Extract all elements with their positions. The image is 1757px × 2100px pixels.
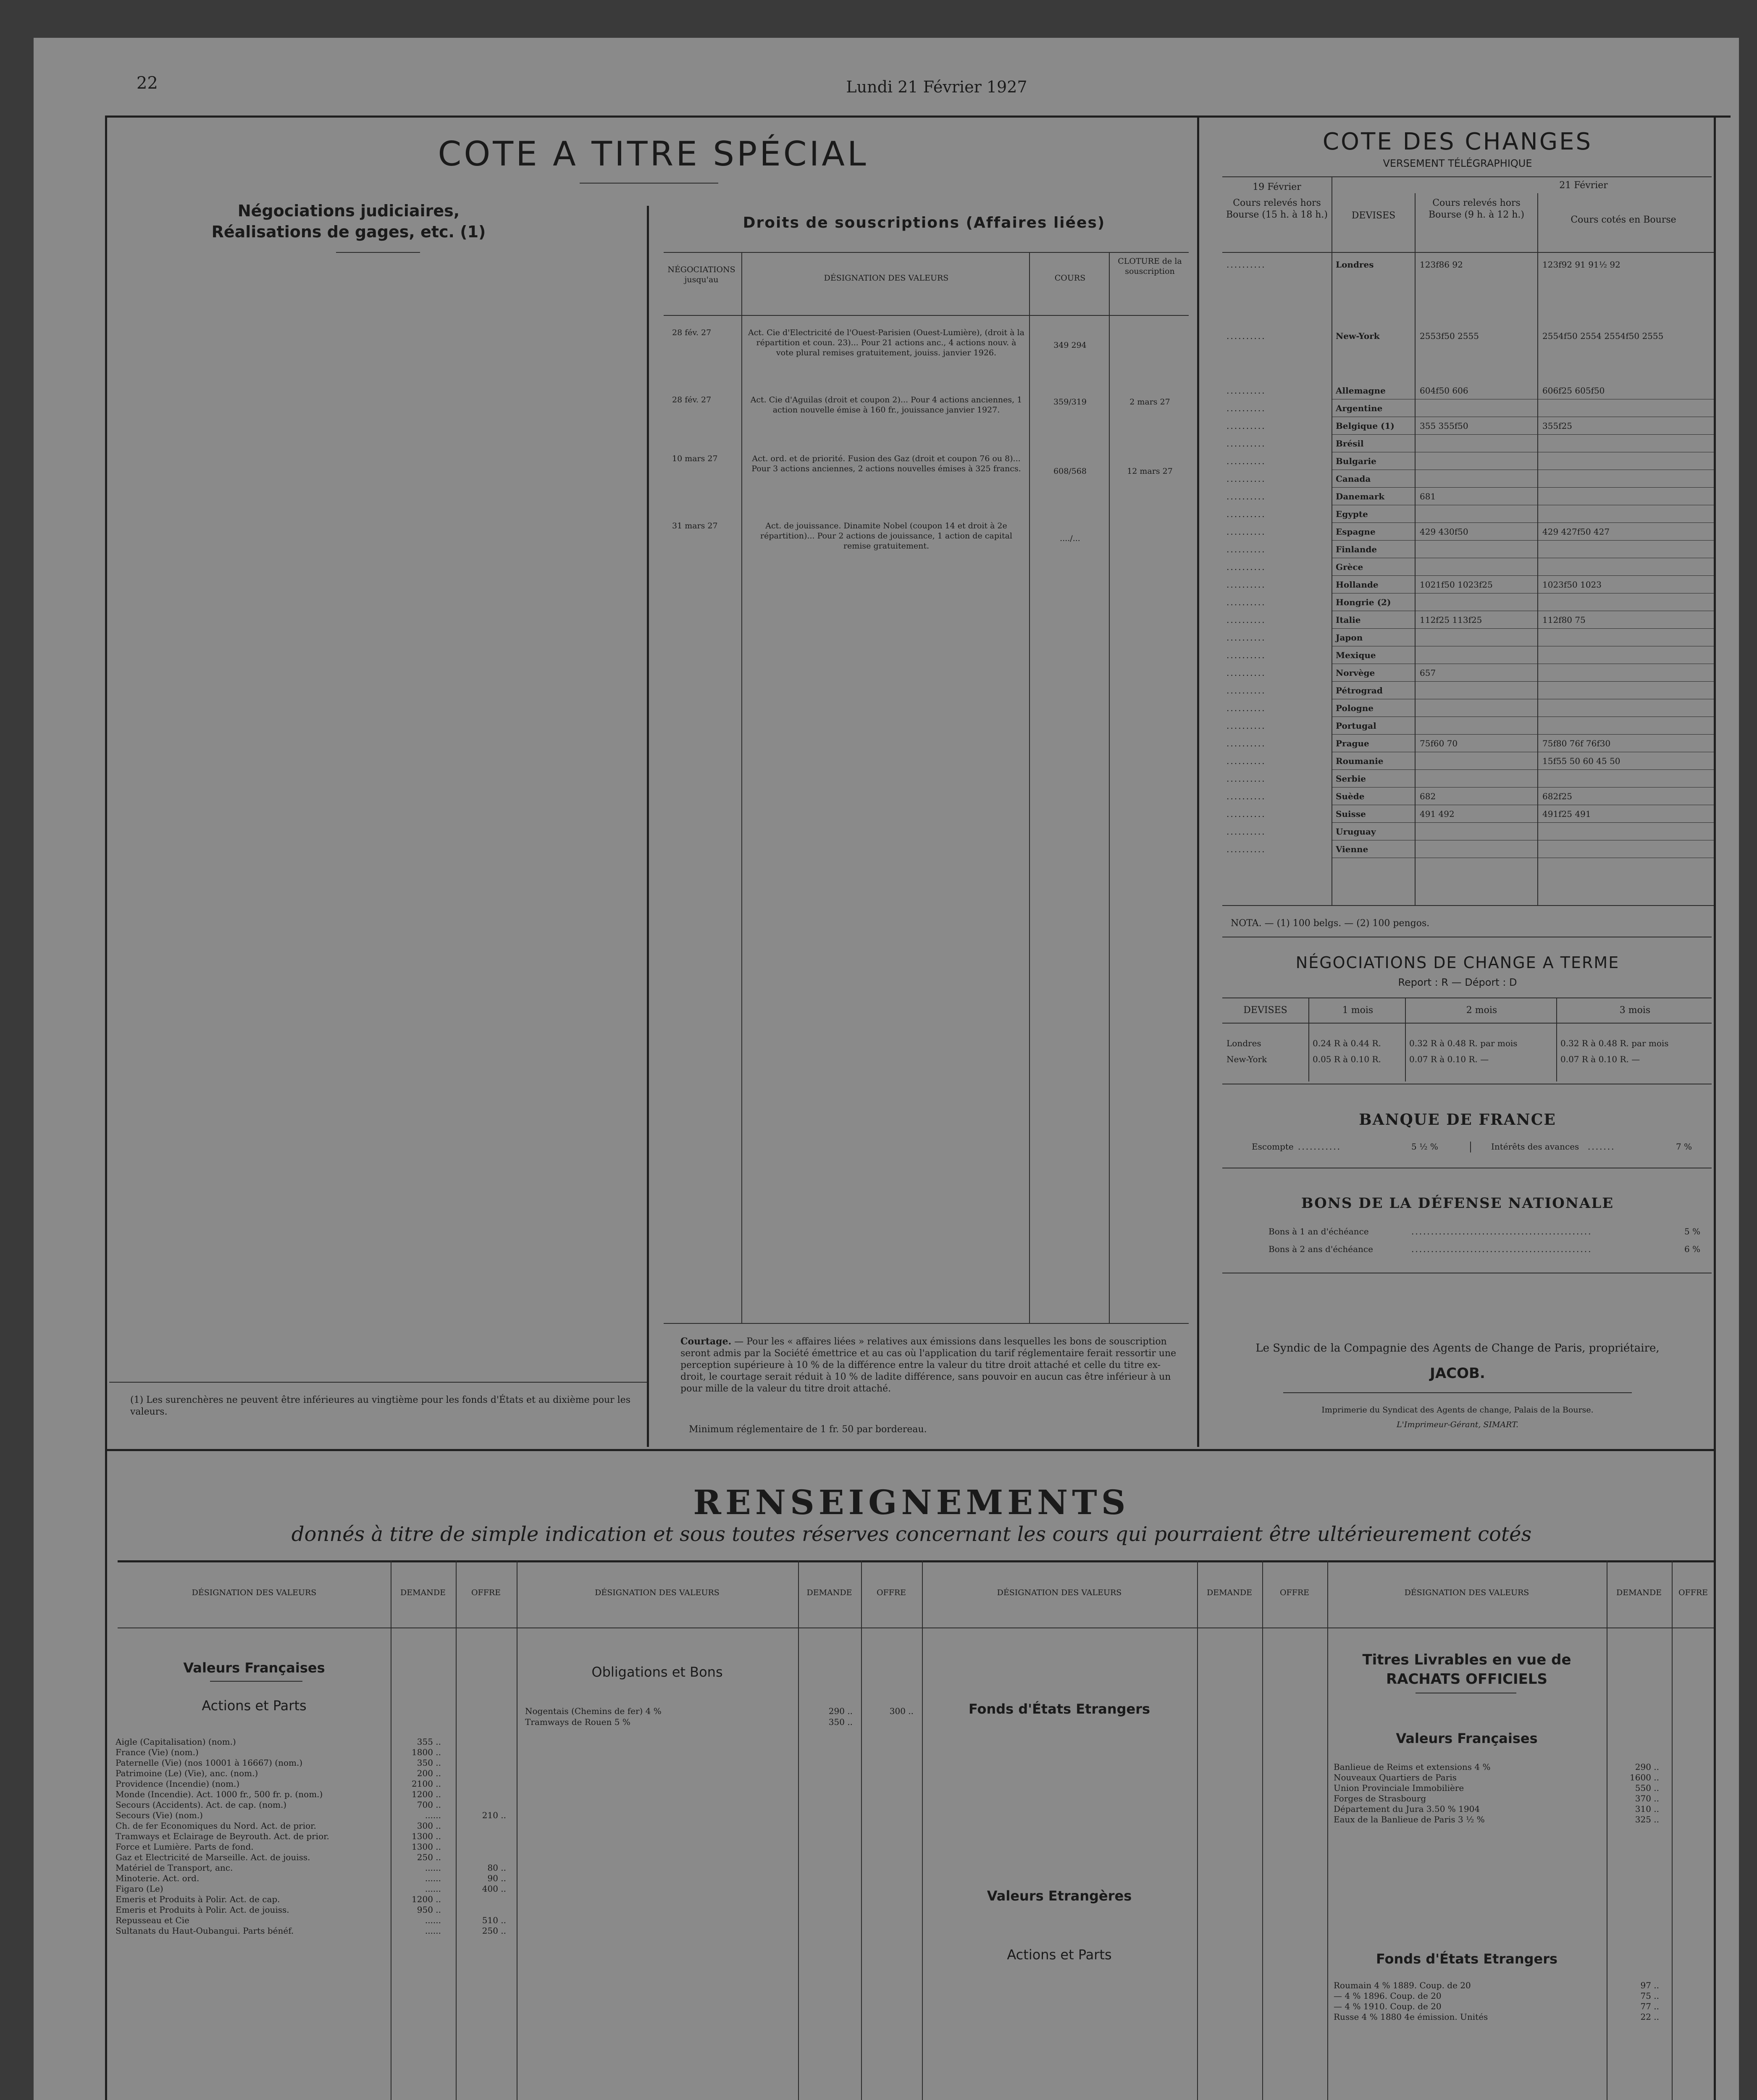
changes-row: [1222, 541, 1718, 558]
terme-row-devise: Londres: [1226, 1038, 1261, 1048]
changes-row-19-dots: ..........: [1226, 809, 1266, 819]
banque-avances-value: 7 %: [1676, 1142, 1692, 1152]
changes-row-devise: Pétrograd: [1336, 685, 1383, 696]
changes-row-devise: Pologne: [1336, 703, 1374, 713]
changes-row-bourse: 1023f50 1023: [1542, 580, 1602, 590]
changes-row-devise: Brésil: [1336, 438, 1364, 449]
rens-c4-row-name: — 4 % 1910. Coup. de 20: [1334, 2001, 1442, 2011]
changes-row-devise: Serbie: [1336, 774, 1366, 784]
banque-avances-label: Intérêts des avances: [1491, 1142, 1579, 1152]
changes-row-hors: 355 355f50: [1420, 421, 1468, 431]
renseignements-subtitle: donnés à titre de simple indication et sous toutes réserves concernant les cours qui pourraient être ultérieurement cotés: [291, 1522, 1532, 1546]
rens-c1-row-name: Secours (Vie) (nom.): [116, 1810, 203, 1820]
souscr-row-date: 28 fév. 27: [672, 328, 712, 337]
changes-row-bourse: 682f25: [1542, 791, 1573, 801]
judiciaires-heading-1: Négociations judiciaires,: [237, 202, 460, 220]
changes-row-hors: 604f50 606: [1420, 386, 1468, 396]
changes-row: [1222, 823, 1718, 840]
bons-title: BONS DE LA DÉFENSE NATIONALE: [1301, 1195, 1614, 1212]
rens-col-demande: DEMANDE: [806, 1588, 852, 1597]
changes-row-19-dots: ..........: [1226, 615, 1266, 625]
souscr-row-designation: Act. ord. et de priorité. Fusion des Gaz (droit et coupon 76 ou 8)... Pour 3 actions anciennes, 2 actions nouvelles émises à 325 francs.: [751, 454, 1021, 473]
rens-c2-row-offre: 300 ..: [889, 1706, 914, 1716]
page-number: 22: [137, 74, 158, 93]
changes-row-devise: Hongrie (2): [1336, 597, 1391, 607]
changes-row-19-dots: ..........: [1226, 386, 1266, 396]
terme-col-3mois: 3 mois: [1619, 1005, 1651, 1016]
changes-row: [1222, 612, 1718, 628]
changes-row-devise: New-York: [1336, 331, 1380, 341]
rens-c1-row-offre: 210 ..: [482, 1810, 506, 1820]
rens-col-demande: DEMANDE: [1206, 1588, 1252, 1597]
rens-c4-heading1: Titres Livrables en vue de: [1362, 1651, 1571, 1668]
changes-row-hors: 657: [1420, 668, 1436, 678]
changes-row-19-dots: ..........: [1226, 421, 1266, 431]
rens-c1-row-name: Force et Lumière. Parts de fond.: [116, 1842, 254, 1852]
changes-row-19-dots: ..........: [1226, 827, 1266, 837]
rens-c2-row-demande: 290 ..: [828, 1706, 853, 1716]
changes-row-devise: Roumanie: [1336, 756, 1384, 766]
changes-row-19-dots: ..........: [1226, 331, 1266, 341]
rens-c1-row-name: Repusseau et Cie: [116, 1915, 189, 1925]
changes-row-devise: Canada: [1336, 474, 1371, 484]
rens-col-offre: OFFRE: [1678, 1588, 1708, 1597]
rens-col-designation: DÉSIGNATION DES VALEURS: [1404, 1588, 1529, 1597]
rens-c1-row-demande: 1800 ..: [412, 1747, 441, 1757]
changes-row-19-dots: ..........: [1226, 844, 1266, 854]
changes-row: [1222, 770, 1718, 787]
rens-c1-row-name: Gaz et Electricité de Marseille. Act. de jouiss.: [116, 1852, 310, 1862]
changes-table: [1222, 176, 1714, 911]
terme-row-m2: 0.07 R à 0.10 R. —: [1409, 1054, 1489, 1064]
rens-col-designation: DÉSIGNATION DES VALEURS: [997, 1588, 1122, 1597]
rens-col-offre: OFFRE: [876, 1588, 906, 1597]
changes-row-hors: 1021f50 1023f25: [1420, 580, 1493, 590]
rens-c1-row-name: Sultanats du Haut-Oubangui. Parts bénéf.: [116, 1926, 294, 1936]
rens-c1-row-offre: 80 ..: [487, 1863, 506, 1873]
souscr-col-cours: COURS: [1054, 273, 1086, 283]
changes-row-19-dots: ..........: [1226, 756, 1266, 766]
rens-col-offre: OFFRE: [471, 1588, 501, 1597]
judiciaires-heading-2: Réalisations de gages, etc. (1): [211, 223, 486, 241]
changes-row-devise: Espagne: [1336, 527, 1376, 537]
changes-row-devise: Egypte: [1336, 509, 1368, 519]
changes-date-19: 19 Février: [1253, 182, 1301, 192]
changes-row: [1222, 629, 1718, 646]
changes-row-devise: Grèce: [1336, 562, 1363, 572]
changes-row: [1222, 328, 1718, 344]
rens-c1-row-name: Ch. de fer Economiques du Nord. Act. de prior.: [116, 1821, 316, 1831]
rens-c1-row-name: Emeris et Produits à Polir. Act. de jouiss.: [116, 1905, 289, 1915]
rens-c4-row-name: Département du Jura 3.50 % 1904: [1334, 1804, 1480, 1814]
rens-c1-row-demande: 350 ..: [417, 1758, 441, 1768]
changes-row: [1222, 717, 1718, 734]
changes-row-devise: Mexique: [1336, 650, 1376, 660]
changes-row: [1222, 735, 1718, 752]
rens-c1-row-name: Providence (Incendie) (nom.): [116, 1779, 240, 1789]
changes-row: [1222, 700, 1718, 717]
souscr-row-cours: 359/319: [1053, 397, 1087, 407]
changes-row: [1222, 664, 1718, 681]
changes-row-19-dots: ..........: [1226, 633, 1266, 643]
changes-row: [1222, 559, 1718, 575]
changes-row-hors: 681: [1420, 491, 1436, 501]
changes-row-19-dots: ..........: [1226, 438, 1266, 449]
gerant-line: L'Imprimeur-Gérant, SIMART.: [1396, 1420, 1519, 1429]
rens-c4-row-name: Union Provinciale Immobilière: [1334, 1783, 1464, 1793]
changes-row: [1222, 682, 1718, 699]
rens-c1-row-offre: 400 ..: [482, 1884, 506, 1894]
changes-row-bourse: 2554f50 2554 2554f50 2555: [1542, 331, 1664, 341]
rens-c1-row-demande: 950 ..: [417, 1905, 441, 1915]
changes-row-19-dots: ..........: [1226, 474, 1266, 484]
changes-row-19-dots: ..........: [1226, 774, 1266, 784]
rens-c1-row-demande: 200 ..: [417, 1768, 441, 1778]
changes-row: [1222, 470, 1718, 487]
souscr-row-cours: 349 294: [1053, 341, 1087, 350]
bons-row-value: 5 %: [1684, 1226, 1701, 1236]
bons-row-label: Bons à 2 ans d'échéance: [1269, 1244, 1373, 1254]
rens-c4-row-name: Russe 4 % 1880 4e émission. Unités: [1334, 2012, 1488, 2022]
rens-col-demande: DEMANDE: [400, 1588, 446, 1597]
terme-subtitle: Report : R — Déport : D: [1398, 976, 1517, 988]
banque-escompte-value: 5 ½ %: [1411, 1142, 1438, 1152]
cote-special-footnote: (1) Les surenchères ne peuvent être inférieures au vingtième pour les fonds d'États et au dixième pour les valeurs.: [130, 1395, 631, 1417]
changes-row-bourse: 429 427f50 427: [1542, 527, 1610, 537]
changes-row-bourse: 75f80 76f 76f30: [1542, 738, 1611, 748]
changes-row-devise: Norvège: [1336, 668, 1375, 678]
changes-row-bourse: 15f55 50 60 45 50: [1542, 756, 1620, 766]
changes-col-21a: Cours relevés hors Bourse (9 h. à 12 h.): [1429, 198, 1524, 220]
rens-c1-row-name: Paternelle (Vie) (nos 10001 à 16667) (nom.): [116, 1758, 303, 1768]
syndic-line: Le Syndic de la Compagnie des Agents de Change de Paris, propriétaire,: [1255, 1342, 1660, 1354]
changes-row-hors: 429 430f50: [1420, 527, 1468, 537]
changes-row-19-dots: ..........: [1226, 509, 1266, 519]
rens-c1-row-name: Secours (Accidents). Act. de cap. (nom.): [116, 1800, 287, 1810]
changes-row: [1222, 594, 1718, 611]
changes-row: [1222, 806, 1718, 822]
renseignements-title: RENSEIGNEMENTS: [693, 1483, 1130, 1522]
rens-c1-row-demande: ......: [425, 1884, 441, 1894]
changes-row-19-dots: ..........: [1226, 527, 1266, 537]
terme-row-m3: 0.07 R à 0.10 R. —: [1560, 1054, 1640, 1064]
souscr-row-date: 10 mars 27: [672, 454, 718, 463]
changes-row-devise: Uruguay: [1336, 827, 1376, 837]
changes-row: [1222, 523, 1718, 540]
rens-c1-row-demande: 2100 ..: [412, 1779, 441, 1789]
changes-row: [1222, 417, 1718, 434]
changes-row-19-dots: ..........: [1226, 721, 1266, 731]
rens-c1-row-demande: 355 ..: [417, 1737, 441, 1747]
rens-c4-row-demande: 1600 ..: [1630, 1772, 1659, 1782]
rens-c1-row-demande: 1300 ..: [412, 1842, 441, 1852]
changes-row-bourse: 606f25 605f50: [1542, 386, 1605, 396]
newspaper-page: 22 Lundi 21 Février 1927 COTE A TITRE SPÉCIAL Négociations judiciaires, Réalisations de gages, etc. (1) (1) Les surenchères ne peuvent être inférieures au vingtième pour les fonds d'États et au dixième pour les valeurs. Droits de souscriptions (Affaires liées) NÉGOCIATIONS jusqu'au DÉSIGNATION DES VALEURS COURS CLOTURE de la souscription 28 fév. 27 Act. Cie d'Electricité de l'Ouest-Parisien (Ouest-Lumière), (droit à la répartition et coun. 23)... Pour 21 actions anc., 4 actions nouv. à vote plural remises gratuitement, jouiss. janvier 1926. 349 294 28 fév. 27 Act. Cie d'Aguilas (droit et coupon 2)... Pour 4 actions anciennes, 1 action nouvelle émise à 160 fr., jouissance janvier 1927. 359/319 2 mars 27 10 mars 27 Act. ord. et de priorité. Fusion des Gaz (droit et coupon 76 ou 8)... Pour 3 actions anciennes, 2 actions nouvelles émises à 325 francs. 608/568 12 mars 27 31 mars 27 Act. de jouissance. Dinamite Nobel (coupon 14 et droit à 2e répartition)... Pour 2 actions de jouissance, 1 action de capital remise gratuitement. ..../... Courtage. — Pour les « affaires liées » relatives aux émissions dans lesquelles les bons de souscription seront admis par la Société émettrice et au cas où l'application du tarif réglementaire ferait ressortir une perception supérieure à 10 % de la différence entre la valeur du titre droit attaché et celle du titre ex-droit, le courtage serait réduit à 10 % de ladite différence, sans pouvoir en aucun cas être inférieur à un pour mille de la valeur du titre droit attaché. Minimum réglementaire de 1 fr. 50 par bordereau. COTE DES CHANGES VERSEMENT TÉLÉGRAPHIQUE 19 Février 21 Février Cours relevés hors Bourse (15 h. à 18 h.) DEVISES Cours relevés hors Bourse (9 h. à 12 h.) Cours cotés en Bourse .......... Londres 123f86 92 123f92 91 91½ 92 .......... New-York 2553f50 2555 2554f50 2554 2554f50 2555 .......... Allemagne 604f50 606 606f25 605f50 .......... Argentine .......... Belgique (1) 355 355f50 355f25 .......... Brésil .......... Bulgarie .......... Canada .......... Danemark 681 .......... Egypte .......... Espagne 429 430f50 429 427f50 427 .......... Finlande .......... Grèce .......... Hollande 1021f50 1023f25 1023f50 1023 .......... Hongrie (2) .......... Italie 112f25 113f25 112f80 75 .......... Japon .......... Mexique .......... Norvège 657 .......... Pétrograd .......... Pologne .......... Portugal .......... Prague 75f60 70 75f80 76f 76f30 .......... Roumanie 15f55 50 60 45 50 .......... Serbie .......... Suède 682 682f25 .......... Suisse 491 492 491f25 491 .......... Uruguay .......... Vienne NOTA. — (1) 100 belgs. — (2) 100 pengos. NÉGOCIATIONS DE CHANGE A TERME Report : R — Déport : D DEVISES 1 mois 2 mois 3 mois Londres 0.24 R à 0.44 R. 0.32 R à 0.48 R. par mois 0.32 R à 0.48 R. par mois New-York 0.05 R à 0.10 R. 0.07 R à 0.10 R. — 0.07 R à 0.10 R. — BANQUE DE FRANCE Escompte ........... 5 ½ % Intérêts des avances ....... 7 % BONS DE LA DÉFENSE NATIONALE Bons à 1 an d'échéance .............................................. 5 % Bons à 2 ans d'échéance .............................................. 6 % Le Syndic de la Compagnie des Agents de Change de Paris, propriétaire, JACOB. Imprimerie du Syndicat des Agents de change, Palais de la Bourse. L'Imprimeur-Gérant, SIMART. RENSEIGNEMENTS donnés à titre de simple indication et sous toutes réserves concernant les cours qui pourraient être ultérieurement cotés DÉSIGNATION DES VALEURS DEMANDE OFFRE DÉSIGNATION DES VALEURS DEMANDE OFFRE DÉSIGNATION DES VALEURS DEMANDE OFFRE DÉSIGNATION DES VALEURS DEMANDE OFFRE Valeurs Françaises Actions et Parts Aigle (Capitalisation) (nom.) 355 .. France (Vie) (nom.) 1800 .. Paternelle (Vie) (nos 10001 à 16667) (nom.) 350 .. Patrimoine (Le) (Vie), anc. (nom.) 200 .. Providence (Incendie) (nom.) 2100 .. Monde (Incendie). Act. 1000 fr., 500 fr. p. (nom.) 1200 .. Secours (Accidents). Act. de cap. (nom.) 700 .. Secours (Vie) (nom.) ...... 210 .. Ch. de fer Economiques du Nord. Act. de prior. 300 .. Tramways et Eclairage de Beyrouth. Act. de prior. 1300 .. Force et Lumière. Parts de fond. 1300 .. Gaz et Electricité de Marseille. Act. de jouiss. 250 .. Matériel de Transport, anc. ...... 80 .. Minoterie. Act. ord. ...... 90 .. Figaro (Le) ...... 400 .. Emeris et Produits à Polir. Act. de cap. 1200 .. Emeris et Produits à Polir. Act. de jouiss. 950 .. Repusseau et Cie ...... 510 .. Sultanats du Haut-Oubangui. Parts bénéf. ...... 250 .. Obligations et Bons Nogentais (Chemins de fer) 4 % 290 .. 300 .. Tramways de Rouen 5 % 350 .. Fonds d'États Etrangers Valeurs Etrangères Actions et Parts Titres Livrables en vue de RACHATS OFFICIELS Valeurs Françaises Banlieue de Reims et extensions 4 % 290 .. Nouveaux Quartiers de Paris 1600 .. Union Provinciale Immobilière 550 .. Forges de Strasbourg 370 .. Département du Jura 3.50 % 1904 310 .. Eaux de la Banlieue de Paris 3 ½ % 325 .. Fonds d'États Etrangers Roumain 4 % 1889. Coup. de 20 97 .. — 4 % 1896. Coup. de 20 75 .. — 4 % 1910. Coup. de 20 77 .. Russe 4 % 1880 4e émission. Unités 22 ..: [34, 38, 1739, 2100]
terme-col-devises: DEVISES: [1243, 1005, 1287, 1016]
banque-escompte-label: Escompte: [1252, 1142, 1294, 1152]
changes-row-hors: 112f25 113f25: [1420, 615, 1482, 625]
rens-c1-row-demande: 1200 ..: [412, 1789, 441, 1799]
rens-c1-row-name: Emeris et Produits à Polir. Act. de cap.: [116, 1894, 280, 1904]
bons-row-value: 6 %: [1684, 1244, 1701, 1254]
rens-c3-heading1: Fonds d'États Etrangers: [968, 1701, 1150, 1717]
rens-c1-row-demande: ......: [425, 1926, 441, 1936]
rens-c4-row-demande: 97 ..: [1640, 1980, 1659, 1990]
changes-row-19-dots: ..........: [1226, 738, 1266, 748]
changes-row-19-dots: ..........: [1226, 703, 1266, 713]
changes-row-19-dots: ..........: [1226, 668, 1266, 678]
changes-row-bourse: 355f25: [1542, 421, 1573, 431]
rens-c4-row-demande: 325 ..: [1635, 1814, 1659, 1824]
changes-row-devise: Vienne: [1336, 844, 1368, 854]
rens-c1-row-name: Tramways et Eclairage de Beyrouth. Act. de prior.: [116, 1831, 329, 1841]
changes-row: [1222, 488, 1718, 505]
changes-col-19: Cours relevés hors Bourse (15 h. à 18 h.): [1226, 198, 1328, 220]
changes-row-devise: Finlande: [1336, 544, 1377, 554]
courtage-text: — Pour les « affaires liées » relatives aux émissions dans lesquelles les bons de souscription seront admis par la Société émettrice et au cas où l'application du tarif réglementaire ferait ressortir une perception supérieure à 10 % de la différence entre la valeur du titre droit attaché et celle du titre ex-droit, le courtage serait réduit à 10 % de ladite différence, sans pouvoir en aucun cas être inférieur à un pour mille de la valeur du titre droit attaché.: [680, 1336, 1177, 1394]
changes-row-bourse: 123f92 91 91½ 92: [1542, 260, 1620, 270]
terme-row-m3: 0.32 R à 0.48 R. par mois: [1560, 1038, 1669, 1048]
changes-row-hors: 682: [1420, 791, 1436, 801]
changes-row-devise: Suède: [1336, 791, 1365, 801]
changes-row-19-dots: ..........: [1226, 544, 1266, 554]
changes-row: [1222, 382, 1718, 399]
changes-row: [1222, 256, 1718, 273]
changes-row-devise: Bulgarie: [1336, 456, 1376, 466]
changes-row-devise: Allemagne: [1336, 386, 1386, 396]
changes-row: [1222, 400, 1718, 417]
souscr-row-cours: ..../...: [1060, 534, 1080, 543]
rens-c4-row-name: Eaux de la Banlieue de Paris 3 ½ %: [1334, 1814, 1485, 1824]
courtage-title: Courtage.: [680, 1336, 732, 1347]
changes-row-19-dots: ..........: [1226, 685, 1266, 696]
changes-row: [1222, 453, 1718, 470]
changes-row-devise: Londres: [1336, 260, 1374, 270]
rens-col-offre: OFFRE: [1279, 1588, 1310, 1597]
rens-col-designation: DÉSIGNATION DES VALEURS: [595, 1588, 720, 1597]
changes-row-19-dots: ..........: [1226, 456, 1266, 466]
changes-row-devise: Prague: [1336, 738, 1369, 748]
souscr-row-date: 28 fév. 27: [672, 395, 712, 404]
souscr-row-cours: 608/568: [1053, 467, 1087, 476]
courtage-minimum: Minimum réglementaire de 1 fr. 50 par bordereau.: [689, 1424, 927, 1435]
rens-c3-heading2: Valeurs Etrangères: [987, 1888, 1132, 1904]
rens-c1-heading1: Valeurs Françaises: [183, 1660, 325, 1676]
rens-c4-row-name: Forges de Strasbourg: [1334, 1793, 1426, 1803]
changes-row-devise: Italie: [1336, 615, 1361, 625]
rens-c2-row-demande: 350 ..: [828, 1717, 853, 1727]
changes-row-19-dots: ..........: [1226, 260, 1266, 270]
changes-row-19-dots: ..........: [1226, 562, 1266, 572]
changes-row-devise: Japon: [1336, 633, 1363, 643]
rens-c4-heading2: Valeurs Françaises: [1396, 1730, 1538, 1746]
changes-row-19-dots: ..........: [1226, 791, 1266, 801]
imprimerie-line: Imprimerie du Syndicat des Agents de change, Palais de la Bourse.: [1321, 1405, 1594, 1415]
changes-row-devise: Danemark: [1336, 491, 1385, 501]
changes-row-hors: 75f60 70: [1420, 738, 1458, 748]
changes-row-19-dots: ..........: [1226, 403, 1266, 413]
changes-col-21b: Cours cotés en Bourse: [1571, 215, 1676, 225]
rens-c4-row-name: — 4 % 1896. Coup. de 20: [1334, 1991, 1442, 2001]
rens-c1-row-offre: 90 ..: [487, 1873, 506, 1883]
rens-c4-row-demande: 22 ..: [1640, 2012, 1659, 2022]
syndic-name: JACOB.: [1430, 1365, 1485, 1382]
rens-c1-row-name: Minoterie. Act. ord.: [116, 1873, 200, 1883]
courtage-note: [680, 1336, 1184, 1395]
rens-c2-row-name: Nogentais (Chemins de fer) 4 %: [525, 1706, 662, 1716]
changes-row-19-dots: ..........: [1226, 491, 1266, 501]
changes-row-bourse: 112f80 75: [1542, 615, 1586, 625]
rens-c1-row-name: Patrimoine (Le) (Vie), anc. (nom.): [116, 1768, 258, 1778]
changes-row: [1222, 841, 1718, 858]
terme-col-1mois: 1 mois: [1342, 1005, 1374, 1016]
rens-c1-row-demande: 1300 ..: [412, 1831, 441, 1841]
changes-row: [1222, 506, 1718, 522]
rens-c4-heading1b: RACHATS OFFICIELS: [1386, 1671, 1548, 1688]
rens-c1-row-name: Matériel de Transport, anc.: [116, 1863, 233, 1873]
changes-row-hors: 2553f50 2555: [1420, 331, 1479, 341]
rens-c1-row-demande: 300 ..: [417, 1821, 441, 1831]
rens-c4-row-demande: 77 ..: [1640, 2001, 1659, 2011]
banque-title: BANQUE DE FRANCE: [1359, 1111, 1556, 1129]
souscr-col-cloture: CLOTURE de la souscription: [1118, 257, 1182, 276]
changes-row-devise: Suisse: [1336, 809, 1366, 819]
changes-row: [1222, 788, 1718, 805]
changes-row-devise: Portugal: [1336, 721, 1376, 731]
rens-c1-row-demande: ......: [425, 1873, 441, 1883]
souscr-col-designation: DÉSIGNATION DES VALEURS: [824, 273, 949, 283]
rens-c1-row-name: Monde (Incendie). Act. 1000 fr., 500 fr. p. (nom.): [116, 1789, 323, 1799]
changes-subtitle: VERSEMENT TÉLÉGRAPHIQUE: [1383, 158, 1532, 169]
changes-col-devises: DEVISES: [1351, 210, 1396, 221]
changes-row: [1222, 576, 1718, 593]
rens-col-designation: DÉSIGNATION DES VALEURS: [192, 1588, 317, 1597]
rens-c4-row-name: Banlieue de Reims et extensions 4 %: [1334, 1762, 1491, 1772]
souscr-row-cloture: 12 mars 27: [1127, 467, 1173, 476]
rens-c1-row-demande: ......: [425, 1915, 441, 1925]
changes-row-devise: Argentine: [1336, 403, 1383, 413]
rens-c1-row-demande: ......: [425, 1863, 441, 1873]
rens-c4-heading3: Fonds d'États Etrangers: [1376, 1951, 1558, 1967]
changes-row: [1222, 435, 1718, 452]
souscr-row-designation: Act. de jouissance. Dinamite Nobel (coupon 14 et droit à 2e répartition)... Pour 2 actions de jouissance, 1 action de capital remise gratuitement.: [760, 521, 1012, 551]
rens-c4-row-name: Nouveaux Quartiers de Paris: [1334, 1772, 1457, 1782]
rens-c1-row-offre: 250 ..: [482, 1926, 506, 1936]
rens-c1-row-offre: 510 ..: [482, 1915, 506, 1925]
rens-c4-row-demande: 550 ..: [1635, 1783, 1659, 1793]
changes-date-21: 21 Février: [1559, 180, 1608, 191]
terme-row-m1: 0.05 R à 0.10 R.: [1313, 1054, 1381, 1064]
terme-row-m1: 0.24 R à 0.44 R.: [1313, 1038, 1381, 1048]
souscr-row-designation: Act. Cie d'Electricité de l'Ouest-Parisien (Ouest-Lumière), (droit à la répartition et coun. 23)... Pour 21 actions anc., 4 actions nouv. à vote plural remises gratuitement, jouiss. janvier 1926.: [748, 328, 1024, 357]
rens-c1-heading2: Actions et Parts: [202, 1698, 307, 1714]
changes-row-devise: Hollande: [1336, 580, 1379, 590]
changes-row: [1222, 647, 1718, 664]
changes-row-19-dots: ..........: [1226, 597, 1266, 607]
rens-c1-row-name: France (Vie) (nom.): [116, 1747, 199, 1757]
changes-row-devise: Belgique (1): [1336, 421, 1395, 431]
rens-c1-row-demande: 700 ..: [417, 1800, 441, 1810]
rens-c4-row-demande: 310 ..: [1635, 1804, 1659, 1814]
rens-c4-row-demande: 75 ..: [1640, 1991, 1659, 2001]
souscr-row-designation: Act. Cie d'Aguilas (droit et coupon 2)... Pour 4 actions anciennes, 1 action nouvelle émise à 160 fr., jouissance janvier 1927.: [750, 395, 1022, 415]
rens-c4-row-name: Roumain 4 % 1889. Coup. de 20: [1334, 1980, 1471, 1990]
terme-row-m2: 0.32 R à 0.48 R. par mois: [1409, 1038, 1518, 1048]
souscriptions-title: Droits de souscriptions (Affaires liées): [743, 214, 1106, 231]
changes-row-19-dots: ..........: [1226, 580, 1266, 590]
changes-row-hors: 123f86 92: [1420, 260, 1463, 270]
terme-col-2mois: 2 mois: [1466, 1005, 1497, 1016]
changes-row-hors: 491 492: [1420, 809, 1455, 819]
rens-c1-row-demande: 1200 ..: [412, 1894, 441, 1904]
souscr-col-negociations: NÉGOCIATIONS jusqu'au: [667, 265, 735, 284]
rens-col-demande: DEMANDE: [1616, 1588, 1662, 1597]
rens-c2-row-name: Tramways de Rouen 5 %: [525, 1717, 630, 1727]
terme-row-devise: New-York: [1226, 1054, 1267, 1064]
terme-title: NÉGOCIATIONS DE CHANGE A TERME: [1295, 953, 1620, 972]
cote-special-title: COTE A TITRE SPÉCIAL: [438, 134, 869, 173]
changes-row-bourse: 491f25 491: [1542, 809, 1591, 819]
rens-c1-row-name: Figaro (Le): [116, 1884, 163, 1894]
rens-c4-row-demande: 290 ..: [1635, 1762, 1659, 1772]
rens-c1-row-name: Aigle (Capitalisation) (nom.): [116, 1737, 236, 1747]
souscr-row-date: 31 mars 27: [672, 521, 718, 530]
souscr-row-cloture: 2 mars 27: [1129, 397, 1170, 407]
rens-c3-heading3: Actions et Parts: [1007, 1947, 1112, 1963]
rens-c4-row-demande: 370 ..: [1635, 1793, 1659, 1803]
page-date: Lundi 21 Février 1927: [846, 78, 1027, 96]
changes-row-19-dots: ..........: [1226, 650, 1266, 660]
rens-c2-heading: Obligations et Bons: [591, 1664, 723, 1680]
rens-c1-row-demande: 250 ..: [417, 1852, 441, 1862]
bons-row-label: Bons à 1 an d'échéance: [1269, 1226, 1369, 1236]
rens-c1-row-demande: ......: [425, 1810, 441, 1820]
changes-title: COTE DES CHANGES: [1322, 128, 1593, 155]
changes-row: [1222, 753, 1718, 769]
changes-nota: NOTA. — (1) 100 belgs. — (2) 100 pengos.: [1231, 918, 1430, 929]
